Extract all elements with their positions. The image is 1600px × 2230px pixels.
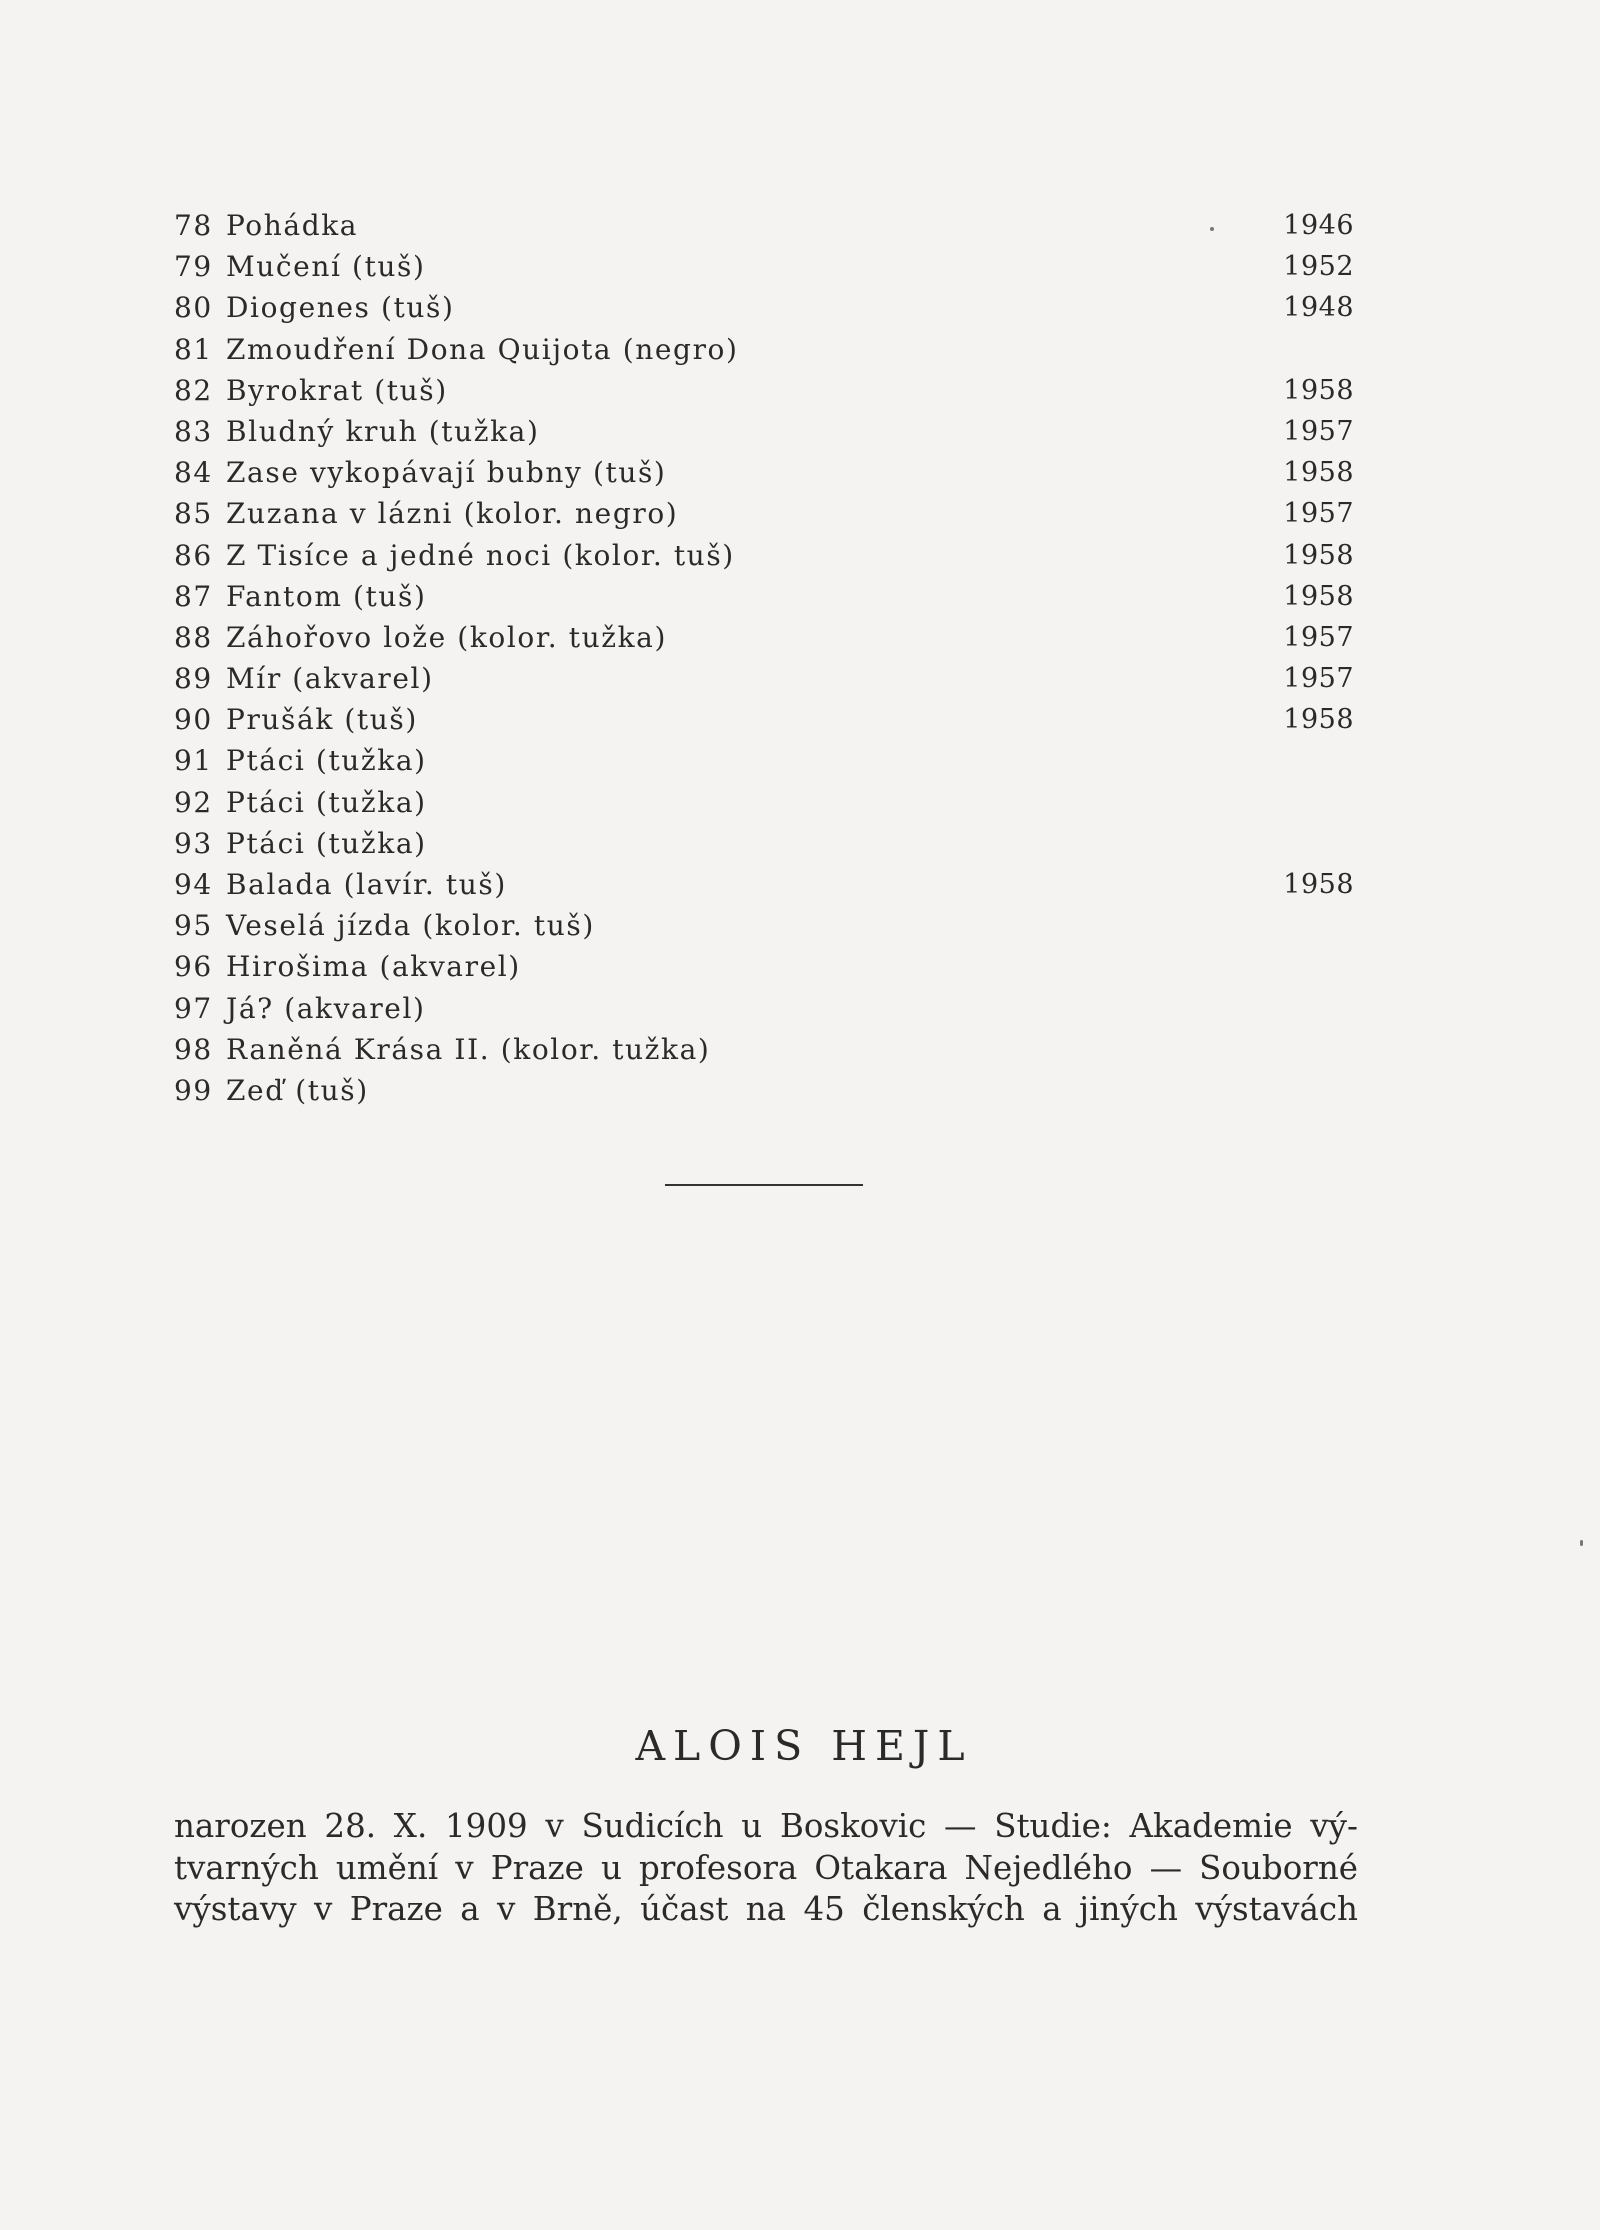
item-number: 94 bbox=[174, 868, 213, 901]
item-number: 78 bbox=[174, 209, 213, 242]
item-number: 97 bbox=[174, 991, 213, 1025]
catalog-item bbox=[174, 740, 1354, 781]
item-title: Já? (akvarel) bbox=[226, 991, 426, 1025]
item-year: 1958 bbox=[1283, 539, 1354, 571]
catalog-item bbox=[174, 1029, 1354, 1070]
catalog-item bbox=[174, 246, 1354, 287]
catalog-item bbox=[174, 287, 1354, 328]
item-title: Záhořovo lože (kolor. tužka) bbox=[226, 620, 667, 654]
catalog-item bbox=[174, 823, 1354, 864]
item-title: Ptáci (tužka) bbox=[226, 826, 427, 860]
item-title: Veselá jízda (kolor. tuš) bbox=[226, 909, 595, 943]
catalog-item bbox=[174, 370, 1354, 411]
item-number: 88 bbox=[174, 620, 213, 654]
item-number: 83 bbox=[174, 414, 213, 448]
catalog-item bbox=[174, 493, 1354, 534]
catalog-list bbox=[174, 205, 1354, 1111]
item-title: Zmoudření Dona Quijota (negro) bbox=[226, 332, 739, 366]
item-title: Byrokrat (tuš) bbox=[226, 373, 448, 407]
item-year: 1952 bbox=[1283, 251, 1354, 283]
catalog-item bbox=[174, 411, 1354, 452]
bio-line: narozen 28. X. 1909 v Sudicích u Boskovic — Studie: Akademie vý- bbox=[174, 1807, 1358, 1845]
item-number: 96 bbox=[174, 950, 213, 984]
item-year: 1957 bbox=[1283, 621, 1354, 653]
item-title: Mír (akvarel) bbox=[226, 662, 434, 696]
item-title: Ptáci (tužka) bbox=[226, 785, 427, 819]
artist-name: ALOIS HEJL bbox=[635, 1722, 973, 1770]
item-year: 1957 bbox=[1283, 498, 1354, 530]
item-year: 1958 bbox=[1283, 374, 1354, 406]
item-number: 86 bbox=[174, 538, 213, 572]
item-year: 1957 bbox=[1283, 663, 1354, 695]
catalog-item bbox=[174, 576, 1354, 617]
bio-line: tvarných umění v Praze u profesora Otakara Nejedlého — Souborné bbox=[174, 1848, 1358, 1887]
paper-speck bbox=[1210, 227, 1214, 231]
catalog-item bbox=[174, 205, 1354, 246]
catalog-item bbox=[174, 617, 1354, 658]
catalog-item bbox=[174, 535, 1354, 576]
item-number: 79 bbox=[174, 250, 213, 284]
item-title: Bludný kruh (tužka) bbox=[226, 414, 540, 448]
item-title: Zase vykopávají bubny (tuš) bbox=[226, 456, 667, 490]
catalog-item bbox=[174, 905, 1354, 946]
item-title: Ptáci (tužka) bbox=[226, 744, 427, 778]
item-year: 1958 bbox=[1283, 580, 1354, 612]
item-title: Hirošima (akvarel) bbox=[226, 950, 521, 984]
item-year: 1948 bbox=[1283, 292, 1354, 324]
item-number: 99 bbox=[174, 1073, 213, 1107]
item-title: Zeď (tuš) bbox=[226, 1073, 369, 1107]
item-title: Balada (lavír. tuš) bbox=[226, 868, 507, 901]
item-number: 92 bbox=[174, 785, 213, 819]
catalog-item bbox=[174, 699, 1354, 740]
item-title: Z Tisíce a jedné noci (kolor. tuš) bbox=[226, 538, 735, 572]
paper-speck bbox=[1580, 1540, 1583, 1546]
item-number: 91 bbox=[174, 744, 213, 778]
item-year: 1958 bbox=[1283, 704, 1354, 736]
catalog-item bbox=[174, 864, 1354, 905]
item-number: 93 bbox=[174, 826, 213, 860]
catalog-item bbox=[174, 988, 1354, 1029]
item-number: 81 bbox=[174, 332, 213, 366]
item-title: Zuzana v lázni (kolor. negro) bbox=[226, 497, 679, 531]
item-title: Raněná Krása II. (kolor. tužka) bbox=[226, 1032, 711, 1066]
catalog-item bbox=[174, 658, 1354, 699]
item-number: 82 bbox=[174, 373, 213, 407]
item-year: 1957 bbox=[1283, 415, 1354, 447]
item-number: 84 bbox=[174, 456, 213, 490]
item-year: 1958 bbox=[1283, 457, 1354, 489]
item-number: 95 bbox=[174, 909, 213, 943]
item-number: 98 bbox=[174, 1032, 213, 1066]
item-title: Mučení (tuš) bbox=[226, 250, 426, 284]
item-title: Diogenes (tuš) bbox=[226, 291, 455, 325]
item-number: 85 bbox=[174, 497, 213, 531]
section-divider bbox=[665, 1184, 863, 1186]
item-title: Fantom (tuš) bbox=[226, 579, 427, 613]
item-number: 87 bbox=[174, 579, 213, 613]
catalog-item bbox=[174, 452, 1354, 493]
item-year: 1958 bbox=[1283, 869, 1354, 900]
item-title: Pohádka bbox=[226, 209, 359, 242]
item-number: 80 bbox=[174, 291, 213, 325]
catalog-item bbox=[174, 329, 1354, 370]
bio-line: výstavy v Praze a v Brně, účast na 45 členských a jiných výstavách bbox=[174, 1890, 1358, 1928]
catalog-item bbox=[174, 946, 1354, 987]
item-number: 89 bbox=[174, 662, 213, 696]
item-title: Prušák (tuš) bbox=[226, 703, 418, 737]
catalog-item bbox=[174, 1070, 1354, 1111]
item-year: 1946 bbox=[1283, 210, 1354, 241]
catalog-item bbox=[174, 782, 1354, 823]
item-number: 90 bbox=[174, 703, 213, 737]
artist-biography bbox=[174, 1806, 1358, 1931]
